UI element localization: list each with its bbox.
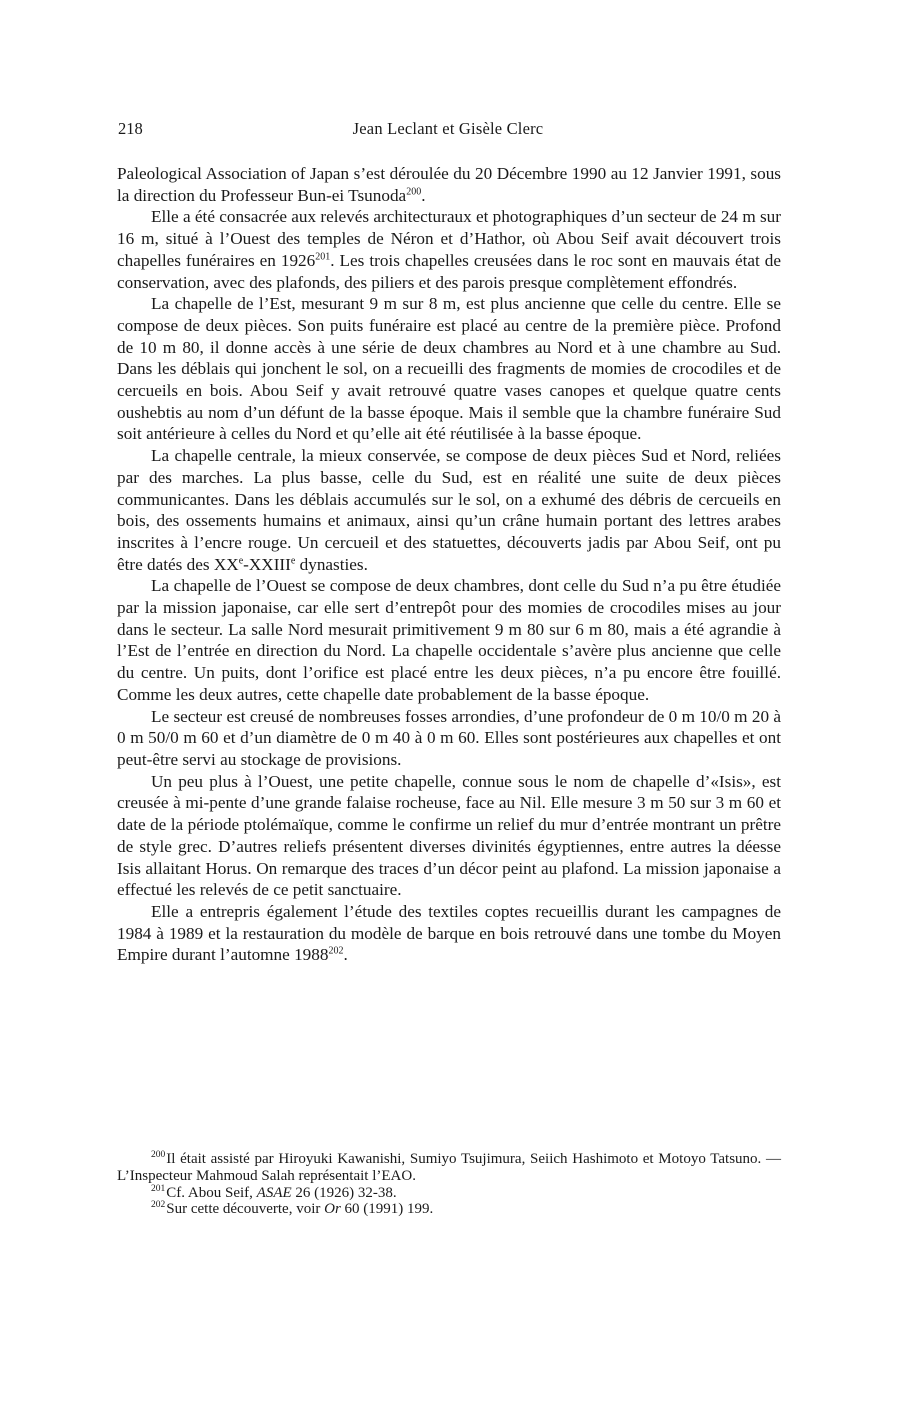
journal-abbreviation: Or xyxy=(324,1201,341,1218)
body-text xyxy=(117,163,781,966)
footnote-text: Il était assisté par Hiroyuki Kawanishi, Sumiyo Tsujimura, Seiich Hashimoto et Motoyo Tatsuno. — L’Inspecteur Mahmoud Salah représentait l’EAO. xyxy=(117,1151,781,1184)
footnote-ref-200: 200 xyxy=(406,185,422,197)
footnote-201 xyxy=(117,1185,781,1202)
footnote-200 xyxy=(117,1151,781,1185)
footnote-citation: 26 (1926) 32-38. xyxy=(291,1184,397,1201)
page-header xyxy=(118,118,778,142)
running-head: Jean Leclant et Gisèle Clerc xyxy=(352,119,544,138)
footnote-number: 202 xyxy=(151,1200,166,1211)
paragraph-2-text-b: . Les trois chapelles creusées dans le roc sont en mauvais état de conservation, avec des plafonds, des piliers et des parois presque complètement effondrés. xyxy=(117,250,782,292)
footnotes xyxy=(117,1151,781,1218)
footnote-number: 200 xyxy=(151,1150,166,1160)
footnote-number: 201 xyxy=(151,1183,166,1194)
paragraph-5: La chapelle de l’Ouest se compose de deux chambres, dont celle du Sud n’a pu être étudiée par la mission japonaise, car elle sert d’entrepôt pour des momies de crocodiles mises au jour dans le secteur. La salle Nord mesurait primitivement 9 m 80 sur 6 m 80, mais a été agrandie à l’Est de l’entrée en direction du Nord. La chapelle occidentale s’avère plus ancienne que celle du centre. Un puits, dont l’orifice est placé entre les deux pièces, n’a pu encore être fouillé. Comme les deux autres, cette chapelle date probablement de la basse époque. xyxy=(117,576,781,704)
paragraph-1-end: . xyxy=(421,185,426,205)
journal-abbreviation: ASAE xyxy=(256,1184,292,1201)
paragraph-1 xyxy=(117,163,781,206)
paragraph-8 xyxy=(117,901,781,966)
page-number: 218 xyxy=(118,119,143,138)
footnote-citation: 60 (1991) 199. xyxy=(340,1201,434,1218)
dynasty-superscript-2: e xyxy=(290,554,296,566)
footnote-202 xyxy=(117,1201,781,1218)
paragraph-4-text-a: La chapelle centrale, la mieux conservée, se compose de deux pièces Sud et Nord, reliées par des marches. La plus basse, celle du Sud, est en réalité une suite de deux pièces communicantes. Dans les déblais accumulés sur le sol, on a exhumé des débris de cercueils en bois, des ossements humains et animaux, ainsi qu’un crâne humain portant des lettres arabes inscrites à l’encre rouge. Un cercueil et des statuettes, découverts jadis par Abou Seif, ont pu être datés des XX xyxy=(117,446,781,574)
paragraph-6: Le secteur est creusé de nombreuses fosses arrondies, d’une profondeur de 0 m 10/0 m 20 à 0 m 50/0 m 60 et d’un diamètre de 0 m 40 à 0 m 60. Elles sont postérieures aux chapelles et ont peut-être servi au stockage de provisions. xyxy=(117,706,781,769)
paragraph-2-text-a: Elle a été consacrée aux relevés architecturaux et photographiques d’un secteur de 24 m sur 16 m, situé à l’Ouest des temples de Néron et d’Hathor, où Abou Seif avait découvert trois chapelles funéraires en 1926 xyxy=(117,207,781,270)
footnote-ref-201: 201 xyxy=(315,251,331,263)
paragraph-4-text-b: -XXIII xyxy=(243,554,291,574)
paragraph-1-text: Paleological Association of Japan s’est déroulée du 20 Décembre 1990 au 12 Janvier 1991, sous la direction du Professeur Bun-ei Tsunoda xyxy=(117,164,781,205)
paragraph-8-end: . xyxy=(343,945,348,965)
paragraph-4-text-c: dynasties. xyxy=(295,554,368,574)
paragraph-8-text: Elle a entrepris également l’étude des textiles coptes recueillis durant les campagnes de 1984 à 1989 et la restauration du modèle de barque en bois retrouvé dans une tombe du Moyen Empire durant l’automne 1988 xyxy=(117,901,781,965)
paragraph-4 xyxy=(117,445,781,575)
dynasty-superscript-1: e xyxy=(238,554,244,566)
footnote-text: Sur cette découverte, voir xyxy=(166,1201,325,1218)
footnote-text: Cf. Abou Seif, xyxy=(166,1184,257,1201)
paragraph-3: La chapelle de l’Est, mesurant 9 m sur 8 m, est plus ancienne que celle du centre. Elle se compose de deux pièces. Son puits funéraire est placé au centre de la première pièce. Profond de 10 m 80, il donne accès à une série de deux chambres au Nord et à une chambre au Sud. Dans les déblais qui jonchent le sol, on a recueilli des fragments de momies de crocodiles et de cercueils en bois. Abou Seif y avait retrouvé quatre vases canopes et quelque quatre cents oushebtis au nom d’un défunt de la basse époque. Mais il semble que la chambre funéraire Sud soit antérieure à celles du Nord et qu’elle ait été réutilisée à la basse époque. xyxy=(117,294,781,444)
paragraph-2 xyxy=(117,206,781,293)
paragraph-7: Un peu plus à l’Ouest, une petite chapelle, connue sous le nom de chapelle d’«Isis», est creusée à mi-pente d’une grande falaise rocheuse, face au Nil. Elle mesure 3 m 50 sur 3 m 60 et date de la période ptolémaïque, comme le confirme un relief du mur d’entrée montrant un prêtre de style grec. D’autres reliefs présentent diverses divinités égyptiennes, entre autres la déesse Isis allaitant Horus. On remarque des traces d’un décor peint au plafond. La mission japonaise a effectué les relevés de ce petit sanctuaire. xyxy=(117,771,781,900)
footnote-ref-202: 202 xyxy=(328,945,344,957)
